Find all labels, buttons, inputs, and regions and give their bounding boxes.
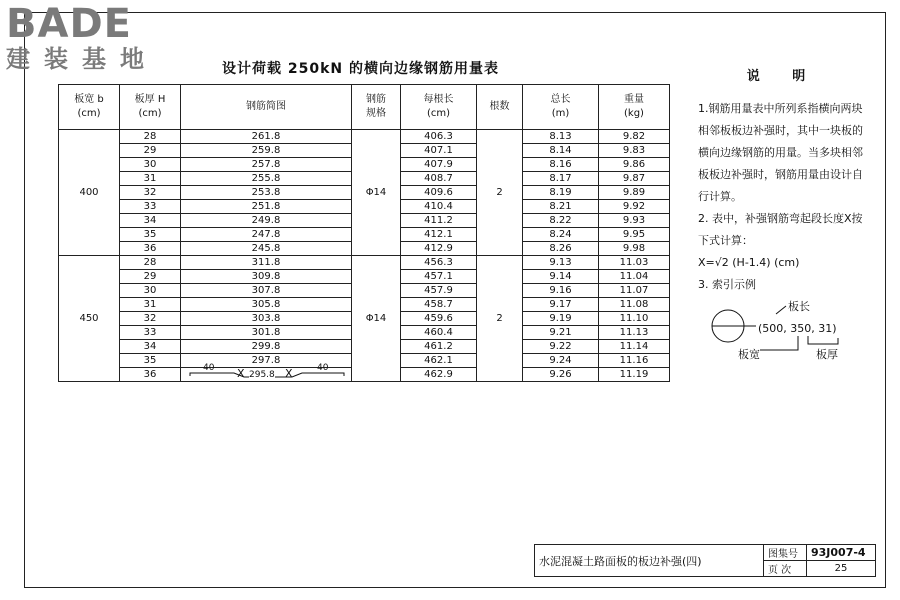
cell-sketch: 307.8	[181, 284, 352, 298]
cell-unit-length: 407.9	[401, 158, 477, 172]
cell-unit-length: 458.7	[401, 298, 477, 312]
cell-sketch: 301.8	[181, 326, 352, 340]
cell-total-length: 9.21	[523, 326, 599, 340]
cell-unit-length: 457.9	[401, 284, 477, 298]
cell-sketch: 245.8	[181, 242, 352, 256]
cell-unit-length: 462.1	[401, 354, 477, 368]
cell-unit-length: 412.9	[401, 242, 477, 256]
cell-width: 450	[59, 256, 120, 382]
cell-total-length: 8.14	[523, 144, 599, 158]
cell-thickness: 35	[120, 354, 181, 368]
cell-weight: 9.86	[599, 158, 670, 172]
cell-count: 2	[477, 256, 523, 382]
sketch-mark-right: X	[285, 367, 293, 380]
cell-thickness: 32	[120, 312, 181, 326]
atlas-label: 图集号	[764, 545, 807, 561]
cell-thickness: 31	[120, 172, 181, 186]
cell-count: 2	[477, 130, 523, 256]
cell-thickness: 36	[120, 368, 181, 382]
cell-weight: 9.83	[599, 144, 670, 158]
cell-unit-length: 459.6	[401, 312, 477, 326]
cell-sketch: 261.8	[181, 130, 352, 144]
cell-thickness: 31	[120, 298, 181, 312]
cell-total-length: 9.19	[523, 312, 599, 326]
table-row	[59, 256, 670, 270]
cell-sketch: 305.8	[181, 298, 352, 312]
example-label-width: 板宽	[738, 348, 760, 361]
cell-weight: 11.08	[599, 298, 670, 312]
cell-unit-length: 456.3	[401, 256, 477, 270]
title-block	[534, 544, 876, 577]
cell-unit-length: 461.2	[401, 340, 477, 354]
cell-thickness: 33	[120, 200, 181, 214]
cell-thickness: 28	[120, 256, 181, 270]
rebar-table	[58, 84, 670, 382]
note-3: 3. 索引示例	[698, 278, 756, 291]
cell-thickness: 34	[120, 214, 181, 228]
cell-unit-length: 407.1	[401, 144, 477, 158]
cell-thickness: 30	[120, 158, 181, 172]
header-spec: 钢筋 规格	[352, 85, 401, 130]
cell-unit-length: 460.4	[401, 326, 477, 340]
table-body	[59, 130, 670, 382]
sketch-mark-left: X	[237, 367, 245, 380]
logo-brand: BADE	[6, 1, 132, 47]
cell-total-length: 8.19	[523, 186, 599, 200]
cell-weight: 11.14	[599, 340, 670, 354]
logo	[6, 1, 176, 80]
index-example	[698, 300, 868, 360]
cell-total-length: 8.21	[523, 200, 599, 214]
cell-weight: 11.10	[599, 312, 670, 326]
cell-spec: Φ14	[352, 130, 401, 256]
note-2: 2. 表中，补强钢筋弯起段长度X按下式计算：	[698, 212, 863, 247]
cell-weight: 9.93	[599, 214, 670, 228]
cell-sketch: 309.8	[181, 270, 352, 284]
cell-sketch: 249.8	[181, 214, 352, 228]
cell-total-length: 8.22	[523, 214, 599, 228]
header-total-length: 总长 (m)	[523, 85, 599, 130]
sketch-length: 295.8	[249, 370, 275, 380]
cell-unit-length: 409.6	[401, 186, 477, 200]
cell-weight: 9.82	[599, 130, 670, 144]
cell-unit-length: 412.1	[401, 228, 477, 242]
cell-unit-length: 457.1	[401, 270, 477, 284]
example-values: (500, 350, 31)	[758, 322, 837, 335]
note-formula: X=√2 (H-1.4) (cm)	[698, 256, 800, 269]
header-unit-length: 每根长 (cm)	[401, 85, 477, 130]
header-weight: 重量 (kg)	[599, 85, 670, 130]
cell-unit-length: 411.2	[401, 214, 477, 228]
page-number: 25	[807, 561, 876, 577]
notes-heading: 说 明	[746, 69, 820, 84]
cell-weight: 11.07	[599, 284, 670, 298]
cell-thickness: 34	[120, 340, 181, 354]
cell-sketch: 247.8	[181, 228, 352, 242]
cell-total-length: 9.24	[523, 354, 599, 368]
cell-sketch: 253.8	[181, 186, 352, 200]
cell-total-length: 9.26	[523, 368, 599, 382]
header-width: 板宽 b (cm)	[59, 85, 120, 130]
cell-spec: Φ14	[352, 256, 401, 382]
cell-sketch: 297.8	[181, 354, 352, 368]
header-sketch: 钢筋简图	[181, 85, 352, 130]
cell-sketch: 311.8	[181, 256, 352, 270]
cell-weight: 11.04	[599, 270, 670, 284]
example-label-thickness: 板厚	[816, 348, 838, 361]
cell-total-length: 9.13	[523, 256, 599, 270]
cell-sketch: 259.8	[181, 144, 352, 158]
cell-thickness: 33	[120, 326, 181, 340]
cell-unit-length: 410.4	[401, 200, 477, 214]
table-header-row	[59, 85, 670, 130]
drawing-name: 水泥混凝土路面板的板边补强(四)	[535, 545, 764, 577]
cell-total-length: 9.16	[523, 284, 599, 298]
cell-width: 400	[59, 130, 120, 256]
cell-unit-length: 406.3	[401, 130, 477, 144]
cell-sketch: 299.8	[181, 340, 352, 354]
note-1: 1.钢筋用量表中所列系指横向两块相邻板板边补强时，其中一块板的横向边缘钢筋的用量。当多块相邻板板边补强时，钢筋用量由设计自行计算。	[698, 102, 863, 203]
cell-thickness: 35	[120, 228, 181, 242]
cell-total-length: 9.14	[523, 270, 599, 284]
cell-total-length: 8.26	[523, 242, 599, 256]
cell-thickness: 32	[120, 186, 181, 200]
table-title: 设计荷载 250kN 的横向边缘钢筋用量表	[222, 61, 499, 77]
cell-weight: 9.98	[599, 242, 670, 256]
cell-total-length: 8.17	[523, 172, 599, 186]
cell-thickness: 28	[120, 130, 181, 144]
logo-subtitle: 建装基地	[6, 45, 158, 73]
sketch-right-length: 40	[317, 363, 329, 373]
rebar-sketch	[181, 363, 351, 381]
page-label: 页 次	[764, 561, 807, 577]
cell-weight: 9.92	[599, 200, 670, 214]
cell-total-length: 8.24	[523, 228, 599, 242]
cell-thickness: 36	[120, 242, 181, 256]
cell-sketch: 257.8	[181, 158, 352, 172]
cell-weight: 11.03	[599, 256, 670, 270]
cell-total-length: 8.16	[523, 158, 599, 172]
cell-weight: 9.87	[599, 172, 670, 186]
cell-sketch	[181, 363, 352, 382]
cell-weight: 9.89	[599, 186, 670, 200]
notes-panel	[698, 66, 868, 360]
cell-total-length: 9.17	[523, 298, 599, 312]
cell-thickness: 30	[120, 284, 181, 298]
cell-unit-length: 462.9	[401, 368, 477, 382]
cell-weight: 9.95	[599, 228, 670, 242]
cell-thickness: 29	[120, 144, 181, 158]
cell-sketch: 255.8	[181, 172, 352, 186]
cell-unit-length: 408.7	[401, 172, 477, 186]
table-row	[59, 130, 670, 144]
cell-sketch: 251.8	[181, 200, 352, 214]
cell-weight: 11.13	[599, 326, 670, 340]
cell-total-length: 8.13	[523, 130, 599, 144]
cell-total-length: 9.22	[523, 340, 599, 354]
cell-weight: 11.19	[599, 368, 670, 382]
sketch-left-length: 40	[203, 363, 215, 373]
cell-sketch: 303.8	[181, 312, 352, 326]
header-thickness: 板厚 H (cm)	[120, 85, 181, 130]
cell-thickness: 29	[120, 270, 181, 284]
header-count: 根数	[477, 85, 523, 130]
atlas-number: 93J007-4	[807, 545, 876, 561]
cell-weight: 11.16	[599, 354, 670, 368]
example-label-length: 板长	[788, 300, 810, 313]
